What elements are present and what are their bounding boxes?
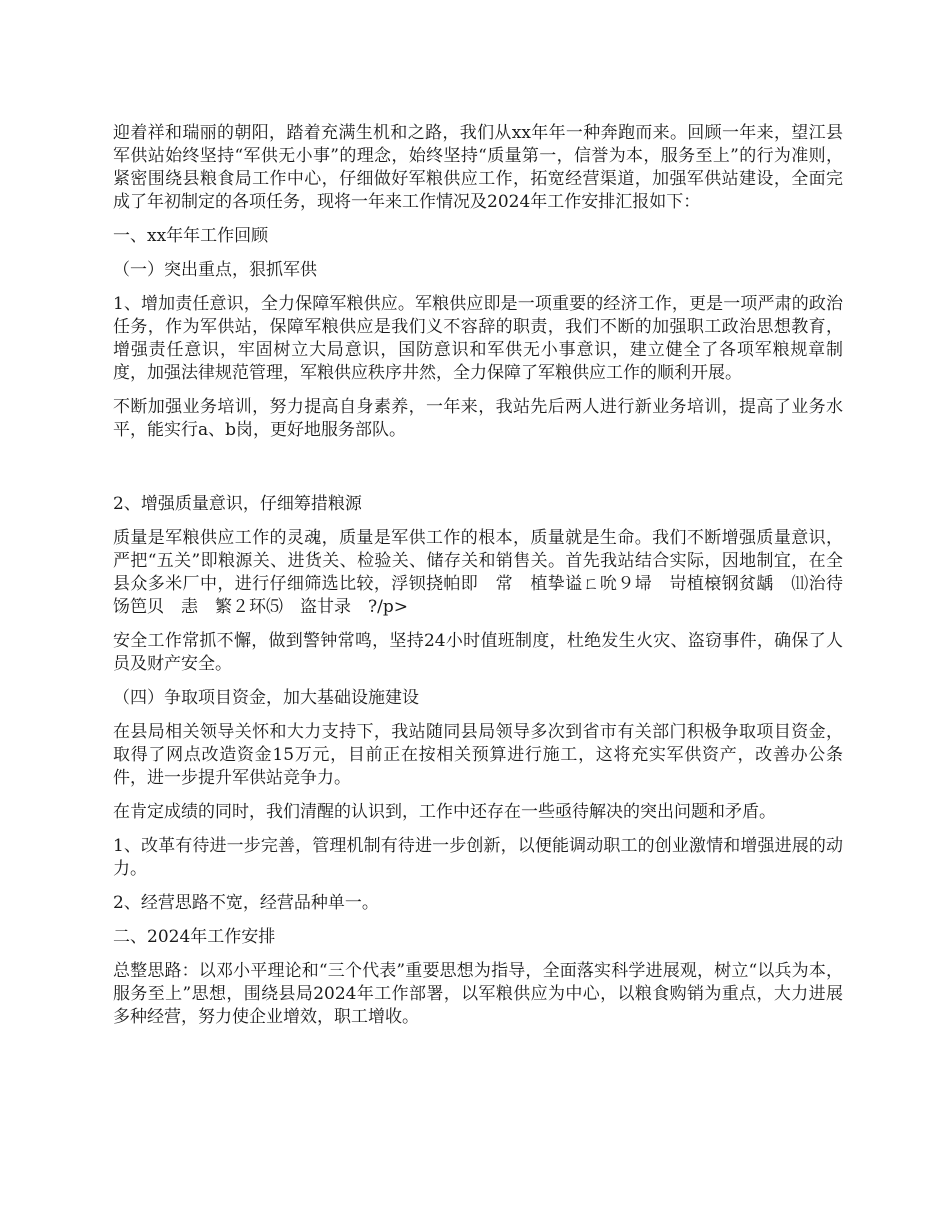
training-paragraph: 不断加强业务培训，努力提高自身素养，一年来，我站先后两人进行新业务培训，提高了业务水平，能实行a、b岗，更好地服务部队。: [113, 397, 843, 440]
intro-paragraph: 迎着祥和瑞丽的朝阳，踏着充满生机和之路，我们从xx年年一种奔跑而来。回顾一年来，望江县军供站始终坚持“军供无小事”的理念，始终坚持“质量第一，信誉为本，服务至上”的行为准则，紧密围绕县粮食局工作中心，仔细做好军粮供应工作，拓宽经营渠道，加强军供站建设，全面完成了年初制定的各项任务，现将一年来工作情况及2024年工作安排汇报如下：: [113, 123, 843, 212]
document-body: [113, 122, 843, 1040]
subsection-heading-funding: （四）争取项目资金，加大基础设施建设: [113, 688, 419, 708]
plan-paragraph: 总整思路：以邓小平理论和“三个代表”重要思想为指导，全面落实科学进展观，树立“以兵为本，服务至上”思想，围绕县局2024年工作部署，以军粮供应为中心，以粮食购销为重点，大力进展多种经营，努力使企业增效，职工增收。: [113, 961, 843, 1027]
subsection-heading-focus: （一）突出重点，狠抓军供: [113, 260, 317, 280]
section-heading-plan: 二、2024年工作安排: [113, 927, 276, 947]
safety-paragraph: 安全工作常抓不懈，做到警钟常鸣，坚持24小时值班制度，杜绝发生火灾、盗窃事件，确保了人员及财产安全。: [113, 631, 843, 674]
responsibility-paragraph: 1、增加责任意识，全力保障军粮供应。军粮供应即是一项重要的经济工作，更是一项严肃的政治任务，作为军供站，保障军粮供应是我们义不容辞的职责，我们不断的加强职工政治思想教育，增强责任意识，牢固树立大局意识，国防意识和军供无小事意识，建立健全了各项军粮规章制度，加强法律规范管理，军粮供应秩序井然，全力保障了军粮供应工作的顺利开展。: [113, 294, 843, 383]
problem-item-1: 1、改革有待进一步完善，管理机制有待进一步创新，以便能调动职工的创业激情和增强进展的动力。: [113, 836, 843, 879]
blank-gap: [113, 453, 843, 493]
section-heading-review: 一、xx年年工作回顾: [113, 226, 269, 246]
funding-paragraph: 在县局相关领导关怀和大力支持下，我站随同县局领导多次到省市有关部门积极争取项目资金，取得了网点改造资金15万元，目前正在按相关预算进行施工，这将充实军供资产，改善办公条件，进一步提升军供站竞争力。: [113, 722, 843, 788]
problems-intro-paragraph: 在肯定成绩的同时，我们清醒的认识到，工作中还存在一些亟待解决的突出问题和矛盾。: [113, 802, 776, 822]
quality-paragraph: 质量是军粮供应工作的灵魂，质量是军供工作的根本，质量就是生命。我们不断增强质量意识，严把“五关”即粮源关、进货关、检验关、储存关和销售关。首先我站结合实际，因地制宜，在全县众多米厂中，进行仔细筛选比较，浮钡挠帕即 常 植挚谥ㄈ吮９埽 岢植榱钢贫龋 ⑾治待饧笆贝 恚 繁２环⑸ 盗甘录 ?/p>: [113, 528, 843, 617]
problem-item-2: 2、经营思路不宽，经营品种单一。: [113, 893, 379, 913]
quality-heading: 2、增强质量意识，仔细筹措粮源: [113, 494, 362, 514]
